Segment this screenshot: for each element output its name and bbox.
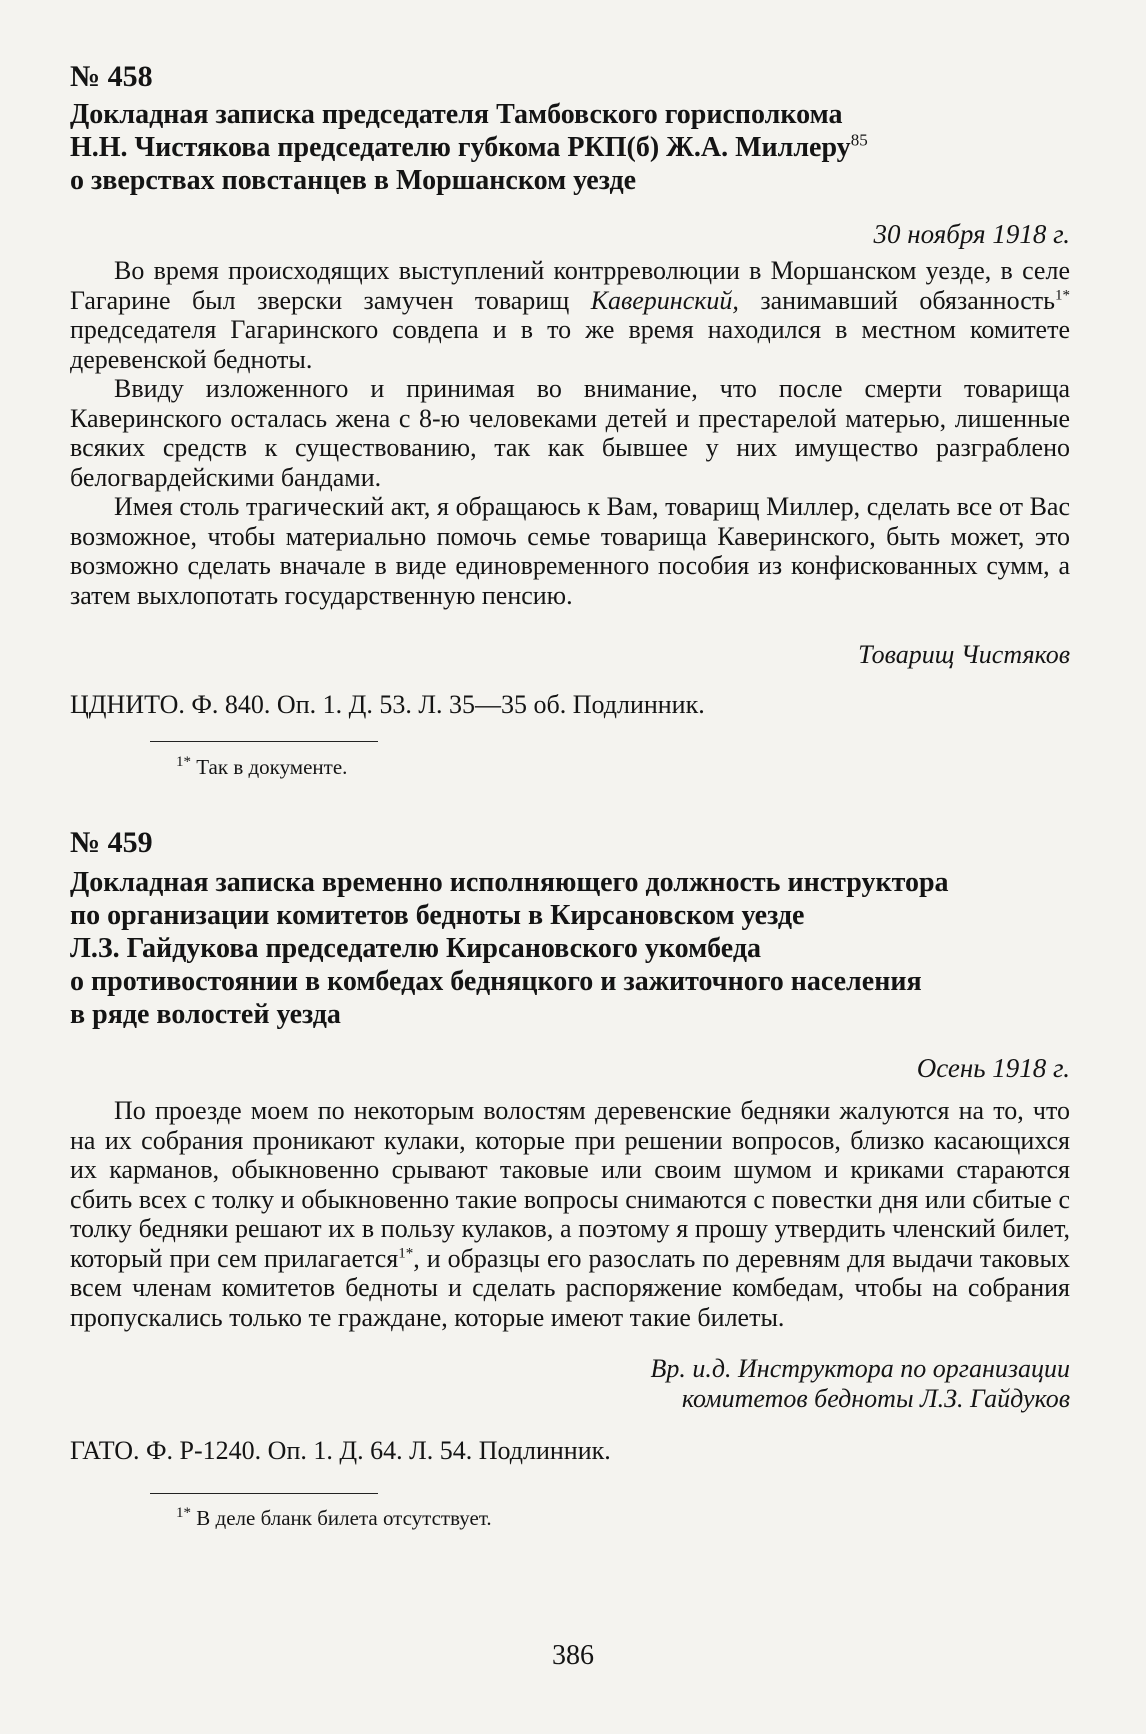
doc-459-date: Осень 1918 г.	[916, 1053, 1070, 1083]
doc-458-body	[70, 256, 1070, 610]
page-number: 386	[552, 1640, 594, 1671]
doc-459-source: ГАТО. Ф. Р-1240. Оп. 1. Д. 64. Л. 54. Подлинник.	[70, 1436, 611, 1465]
doc-459-heading-line-1: Докладная записка временно исполняющего должность инструктора	[70, 867, 949, 898]
doc-458-heading	[70, 98, 1070, 197]
doc-458-heading-line-1: Докладная записка председателя Тамбовского горисполкома	[70, 99, 843, 130]
doc-458-paragraph-1: Во время происходящих выступлений контрреволюции в Моршанском уезде, в селе Гагарине был зверски замучен товарищ Каверинский, занимавший обязанность$^{1*}$ председателя Гагаринского совдепа и в то же время находился в местном комитете деревенской бедноты.	[70, 256, 1070, 374]
doc-458-heading-line-3: о зверствах повстанцев в Моршанском уезде	[70, 165, 637, 196]
doc-458-paragraph-2: Ввиду изложенного и принимая во внимание, что после смерти товарища Каверинского осталась жена с 8-ю человеками детей и престарелой матерью, лишенные всяких средств к существованию, так как бывшее у них имущество разграблено белогвардейскими бандами.	[70, 374, 1070, 492]
doc-459-paragraph-1: По проезде моем по некоторым волостям деревенские бедняки жалуются на то, что на их собрания проникают кулаки, которые при решении вопросов, близко касающихся их карманов, обыкновенно срывают таковые или своим шумом и криками стараются сбить всех с толку и обыкновенно такие вопросы снимаются с повестки дня или сбитые с толку бедняки решают их в пользу кулаков, а поэтому я прошу утвердить членский билет, который при сем прилагается$^{1*}$, и образцы его разослать по деревням для выдачи таковых всем членам комитетов бедноты и сделать распоряжение комбедам, чтобы на собрания пропускались только те граждане, которые имеют такие билеты.	[70, 1096, 1070, 1332]
doc-459-body	[70, 1096, 1070, 1332]
doc-458-heading-note-ref: 85	[850, 130, 868, 150]
doc-458-footnote-ref: 1*	[1055, 286, 1070, 303]
doc-459-footnote-rule	[150, 1493, 378, 1494]
doc-459-footnote: $^{1*}$ В деле бланк билета отсутствует.	[176, 1505, 492, 1530]
doc-458-date: 30 ноября 1918 г.	[873, 219, 1070, 249]
doc-458-footnote-rule	[150, 741, 378, 742]
doc-458-name-kaverinsky: Каверинский,	[590, 285, 739, 315]
doc-458-signature: Товарищ Чистяков	[858, 640, 1070, 669]
doc-458-paragraph-3: Имея столь трагический акт, я обращаюсь к Вам, товарищ Миллер, сделать все от Вас возможное, чтобы материально помочь семье товарища Каверинского, быть может, это возможно сделать вначале в виде единовременного пособия из конфискованных сумм, а затем выхлопотать государственную пенсию.	[70, 492, 1070, 610]
doc-458-footnote: $^{1*}$ Так в документе.	[176, 754, 348, 779]
doc-459-heading-line-3: Л.З. Гайдукова председателю Кирсановского укомбеда	[70, 933, 762, 964]
doc-459-signature-line-2: комитетов бедноты Л.З. Гайдуков	[681, 1384, 1070, 1413]
doc-459-heading	[70, 866, 1070, 1031]
doc-458-heading-line-2: Н.Н. Чистякова председателю губкома РКП(б) Ж.А. Миллеру$^{85}$	[70, 130, 868, 163]
doc-459-footnote-ref: 1*	[398, 1244, 414, 1261]
doc-459-heading-line-4: о противостоянии в комбедах бедняцкого и зажиточного населения	[70, 966, 922, 997]
doc-459-number: № 459	[70, 826, 153, 859]
doc-459-signature	[650, 1354, 1070, 1414]
doc-458-source: ЦДНИТО. Ф. 840. Оп. 1. Д. 53. Л. 35—35 об. Подлинник.	[70, 690, 705, 719]
doc-459-heading-line-2: по организации комитетов бедноты в Кирсановском уезде	[70, 900, 805, 931]
doc-458-number: № 458	[70, 60, 153, 93]
doc-459-signature-line-1: Вр. и.д. Инструктора по организации	[650, 1354, 1070, 1383]
doc-459-heading-line-5: в ряде волостей уезда	[70, 999, 341, 1030]
